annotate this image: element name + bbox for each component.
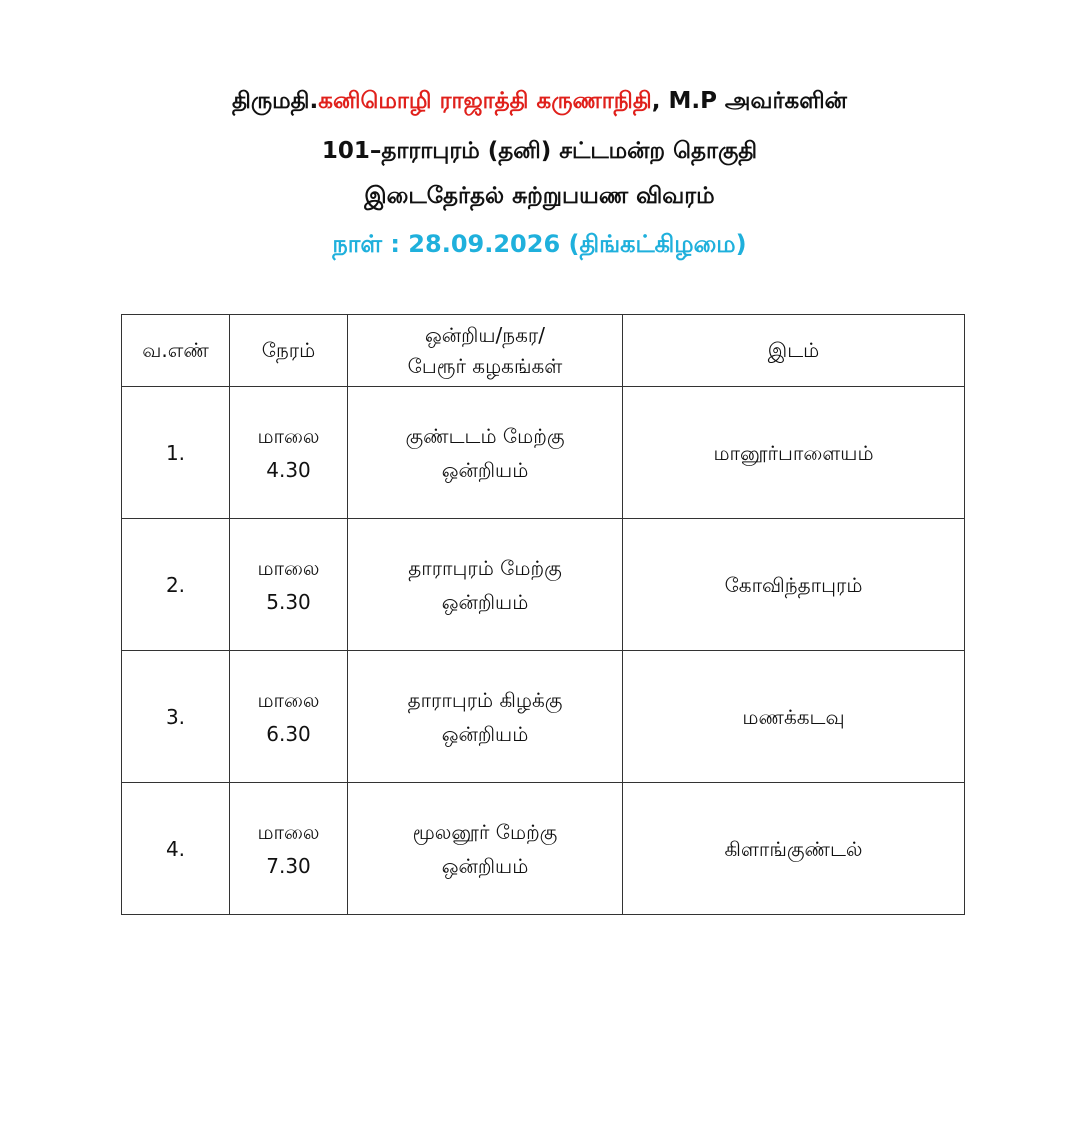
title-suffix: , M.P அவர்களின் <box>651 88 847 114</box>
union-name: குண்டடம் மேற்கு <box>405 423 565 448</box>
header-title-line <box>0 88 1079 117</box>
time-value: 5.30 <box>266 589 311 614</box>
schedule-table <box>121 314 965 915</box>
row-serial: 2. <box>122 519 230 651</box>
table-row <box>122 783 965 915</box>
header-place: இடம் <box>623 315 965 387</box>
row-time <box>230 651 348 783</box>
header-union <box>348 315 623 387</box>
time-value: 6.30 <box>266 721 311 746</box>
union-type: ஒன்றியம் <box>441 853 529 878</box>
row-serial: 3. <box>122 651 230 783</box>
constituency-line: 101–தாராபுரம் (தனி) சட்டமன்ற தொகுதி <box>321 138 758 164</box>
row-union <box>348 783 623 915</box>
row-union <box>348 651 623 783</box>
row-place: கிளாங்குண்டல் <box>623 783 965 915</box>
row-union <box>348 387 623 519</box>
header-union-line2: பேரூர் கழகங்கள் <box>407 353 563 378</box>
row-place: மானூர்பாளையம் <box>623 387 965 519</box>
header-time: நேரம் <box>230 315 348 387</box>
row-time <box>230 519 348 651</box>
row-serial: 1. <box>122 387 230 519</box>
row-serial: 4. <box>122 783 230 915</box>
tour-details-heading: இடைதேர்தல் சுற்றுபயண விவரம் <box>364 183 715 209</box>
date-line: நாள் : 28.09.2026 (திங்கட்கிழமை) <box>332 230 747 258</box>
union-name: தாராபுரம் மேற்கு <box>408 555 562 580</box>
union-type: ஒன்றியம் <box>441 721 529 746</box>
union-name: தாராபுரம் கிழக்கு <box>407 687 563 712</box>
header-serial: வ.எண் <box>122 315 230 387</box>
union-type: ஒன்றியம் <box>441 457 529 482</box>
time-label: மாலை <box>257 555 320 580</box>
time-value: 7.30 <box>266 853 311 878</box>
table-row <box>122 519 965 651</box>
row-union <box>348 519 623 651</box>
row-place: கோவிந்தாபுரம் <box>623 519 965 651</box>
time-value: 4.30 <box>266 457 311 482</box>
title-prefix: திருமதி. <box>232 88 319 114</box>
row-time <box>230 783 348 915</box>
row-time <box>230 387 348 519</box>
row-place: மணக்கடவு <box>623 651 965 783</box>
leader-name: கனிமொழி ராஜாத்தி கருணாநிதி <box>318 88 652 114</box>
table-header-row <box>122 315 965 387</box>
time-label: மாலை <box>257 423 320 448</box>
header-union-line1: ஒன்றிய/நகர/ <box>425 322 545 347</box>
union-type: ஒன்றியம் <box>441 589 529 614</box>
table-row <box>122 651 965 783</box>
table-row <box>122 387 965 519</box>
time-label: மாலை <box>257 819 320 844</box>
union-name: மூலனூர் மேற்கு <box>412 819 558 844</box>
time-label: மாலை <box>257 687 320 712</box>
